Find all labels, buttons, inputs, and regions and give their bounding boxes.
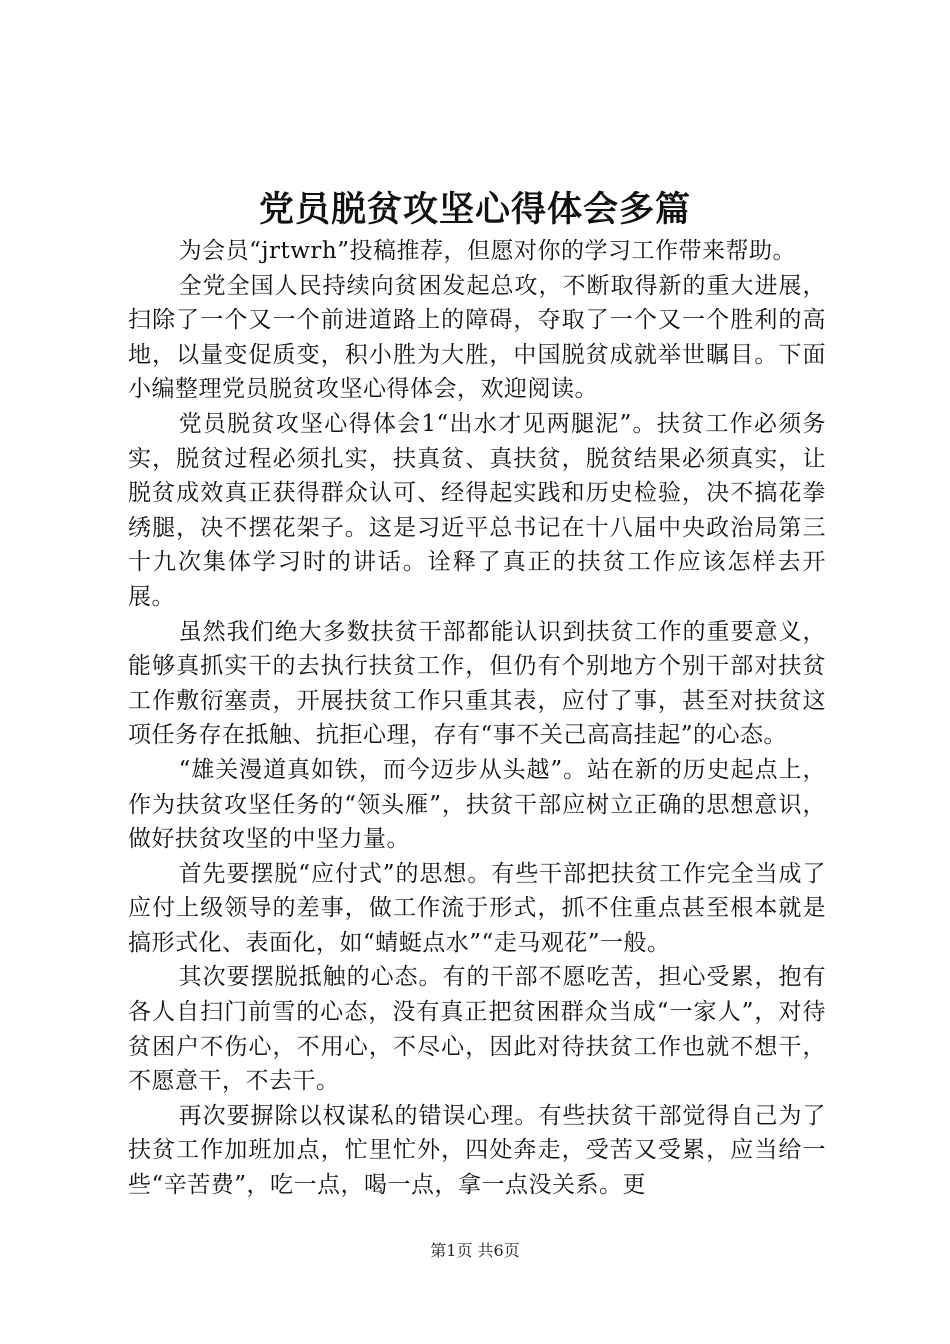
paragraph: “雄关漫道真如铁，而今迈步从头越”。站在新的历史起点上，作为扶贫攻坚任务的“领头雁”，扶贫干部应树立正确的思想意识，做好扶贫攻坚的中坚力量。	[128, 756, 826, 853]
paragraph: 再次要摒除以权谋私的错误心理。有些扶贫干部觉得自己为了扶贫工作加班加点，忙里忙外，四处奔走，受苦又受累，应当给一些“辛苦费”，吃一点，喝一点，拿一点没关系。更	[128, 1102, 826, 1199]
paragraph: 其次要摆脱抵触的心态。有的干部不愿吃苦，担心受累，抱有各人自扫门前雪的心态，没有真正把贫困群众当成“一家人”，对待贫困户不伤心，不用心，不尽心，因此对待扶贫工作也就不想干，不愿意干，不去干。	[128, 964, 826, 1095]
paragraph: 首先要摆脱“应付式”的思想。有些干部把扶贫工作完全当成了应付上级领导的差事，做工作流于形式，抓不住重点甚至根本就是搞形式化、表面化，如“蜻蜓点水”“走马观花”一般。	[128, 860, 826, 956]
document-body	[128, 234, 826, 1203]
paragraph: 党员脱贫攻坚心得体会1“出水才见两腿泥”。扶贫工作必须务实，脱贫过程必须扎实，扶真贫、真扶贫，脱贫结果必须真实，让脱贫成效真正获得群众认可、经得起实践和历史检验，决不搞花拳绣腿，决不摆花架子。这是习近平总书记在十八届中央政治局第三十九次集体学习时的讲话。诠释了真正的扶贫工作应该怎样去开展。	[128, 410, 826, 610]
paragraph: 虽然我们绝大多数扶贫干部都能认识到扶贫工作的重要意义，能够真抓实干的去执行扶贫工作，但仍有个别地方个别干部对扶贫工作敷衍塞责，开展扶贫工作只重其表，应付了事，甚至对扶贫这项任务存在抵触、抗拒心理，存有“事不关己高高挂起”的心态。	[128, 618, 826, 749]
page-title: 党员脱贫攻坚心得体会多篇	[258, 190, 691, 230]
paragraph: 全党全国人民持续向贫困发起总攻，不断取得新的重大进展，扫除了一个又一个前进道路上的障碍，夺取了一个又一个胜利的高地，以量变促质变，积小胜为大胜，中国脱贫成就举世瞩目。下面小编整理党员脱贫攻坚心得体会，欢迎阅读。	[128, 272, 826, 403]
page-indicator: 第1页 共6页	[430, 1241, 520, 1260]
paragraph: 为会员“jrtwrh”投稿推荐，但愿对你的学习工作带来帮助。	[178, 238, 796, 264]
page-footer	[0, 1240, 950, 1262]
